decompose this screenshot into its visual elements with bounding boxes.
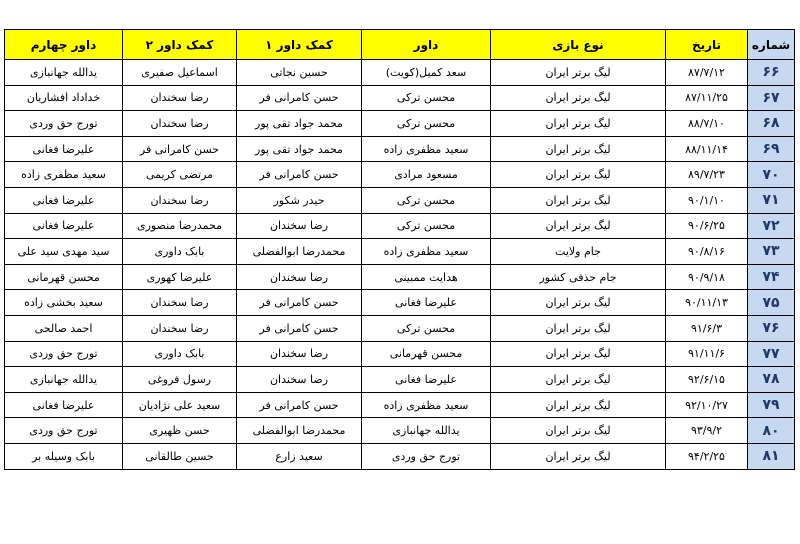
referee-table-sheet xyxy=(4,29,794,470)
cell-assistant-2: بابک داوری xyxy=(123,239,237,265)
cell-number: ۷۹ xyxy=(748,392,795,418)
cell-assistant-2: اسماعیل صفیری xyxy=(123,60,237,86)
cell-assistant-2: رضا سخندان xyxy=(123,85,237,111)
table-row xyxy=(5,418,795,444)
cell-date: ۹۰/۶/۲۵ xyxy=(666,213,748,239)
cell-number: ۶۸ xyxy=(748,111,795,137)
cell-referee: سعید مظفری زاده xyxy=(362,239,491,265)
cell-assistant-2: مرتضی کریمی xyxy=(123,162,237,188)
cell-date: ۸۹/۷/۲۳ xyxy=(666,162,748,188)
cell-assistant-1: حسن کامرانی فر xyxy=(237,315,362,341)
header-match-type: نوع بازی xyxy=(491,30,666,60)
cell-referee: مسعود مرادی xyxy=(362,162,491,188)
cell-match-type: لیگ برتر ایران xyxy=(491,85,666,111)
cell-assistant-2: حسن کامرانی فر xyxy=(123,136,237,162)
cell-assistant-1: محمدرضا ابوالفضلی xyxy=(237,418,362,444)
cell-assistant-1: حسن کامرانی فر xyxy=(237,85,362,111)
cell-assistant-2: رضا سخندان xyxy=(123,111,237,137)
cell-fourth-official: یدالله جهانبازی xyxy=(5,60,123,86)
cell-fourth-official: احمد صالحی xyxy=(5,315,123,341)
table-row xyxy=(5,162,795,188)
cell-match-type: لیگ برتر ایران xyxy=(491,392,666,418)
cell-fourth-official: علیرضا فغانی xyxy=(5,392,123,418)
cell-assistant-2: محمدرضا منصوری xyxy=(123,213,237,239)
cell-referee: محسن ترکی xyxy=(362,315,491,341)
cell-fourth-official: بابک وسیله بر xyxy=(5,443,123,469)
table-row xyxy=(5,367,795,393)
cell-match-type: جام حذفی کشور xyxy=(491,264,666,290)
cell-assistant-1: رضا سخندان xyxy=(237,213,362,239)
table-row xyxy=(5,341,795,367)
cell-match-type: لیگ برتر ایران xyxy=(491,290,666,316)
cell-match-type: لیگ برتر ایران xyxy=(491,111,666,137)
cell-referee: هدایت ممبینی xyxy=(362,264,491,290)
cell-date: ۹۰/۱۱/۱۳ xyxy=(666,290,748,316)
cell-fourth-official: تورج حق وردی xyxy=(5,111,123,137)
cell-number: ۸۱ xyxy=(748,443,795,469)
cell-match-type: لیگ برتر ایران xyxy=(491,443,666,469)
header-assistant-1: کمک داور ۱ xyxy=(237,30,362,60)
cell-referee: محسن ترکی xyxy=(362,111,491,137)
cell-assistant-2: سعید علی نژادیان xyxy=(123,392,237,418)
cell-fourth-official: تورج حق وردی xyxy=(5,341,123,367)
cell-number: ۷۰ xyxy=(748,162,795,188)
cell-date: ۹۰/۱/۱۰ xyxy=(666,187,748,213)
cell-referee: سعد کمیل(کویت) xyxy=(362,60,491,86)
cell-date: ۹۲/۱۰/۲۷ xyxy=(666,392,748,418)
cell-number: ۷۵ xyxy=(748,290,795,316)
cell-match-type: لیگ برتر ایران xyxy=(491,162,666,188)
cell-number: ۷۷ xyxy=(748,341,795,367)
table-row xyxy=(5,85,795,111)
cell-fourth-official: تورج حق وردی xyxy=(5,418,123,444)
cell-match-type: لیگ برتر ایران xyxy=(491,60,666,86)
cell-assistant-2: حسین طالقانی xyxy=(123,443,237,469)
table-row xyxy=(5,264,795,290)
referee-assignments-table xyxy=(4,29,795,470)
cell-match-type: لیگ برتر ایران xyxy=(491,213,666,239)
cell-date: ۹۱/۶/۳ xyxy=(666,315,748,341)
cell-assistant-1: رضا سخندان xyxy=(237,367,362,393)
cell-assistant-1: حسن کامرانی فر xyxy=(237,162,362,188)
cell-assistant-2: رسول فروغی xyxy=(123,367,237,393)
cell-assistant-1: حسن کامرانی فر xyxy=(237,290,362,316)
cell-fourth-official: علیرضا فغانی xyxy=(5,213,123,239)
cell-referee: تورج حق وردی xyxy=(362,443,491,469)
table-row xyxy=(5,111,795,137)
cell-referee: محسن ترکی xyxy=(362,213,491,239)
cell-number: ۷۶ xyxy=(748,315,795,341)
cell-fourth-official: یدالله جهانبازی xyxy=(5,367,123,393)
cell-assistant-2: رضا سخندان xyxy=(123,187,237,213)
cell-assistant-2: حسن ظهیری xyxy=(123,418,237,444)
cell-referee: محسن ترکی xyxy=(362,187,491,213)
cell-referee: محسن ترکی xyxy=(362,85,491,111)
cell-referee: علیرضا فغانی xyxy=(362,367,491,393)
cell-date: ۸۸/۷/۱۰ xyxy=(666,111,748,137)
cell-assistant-1: رضا سخندان xyxy=(237,341,362,367)
cell-assistant-1: حسین نجاتی xyxy=(237,60,362,86)
cell-number: ۷۱ xyxy=(748,187,795,213)
cell-match-type: جام ولایت xyxy=(491,239,666,265)
cell-assistant-1: حیدر شکور xyxy=(237,187,362,213)
cell-fourth-official: علیرضا فغانی xyxy=(5,187,123,213)
cell-fourth-official: سید مهدی سید علی xyxy=(5,239,123,265)
cell-number: ۸۰ xyxy=(748,418,795,444)
cell-referee: یدالله جهانبازی xyxy=(362,418,491,444)
cell-fourth-official: سعید مظفری زاده xyxy=(5,162,123,188)
table-row xyxy=(5,443,795,469)
cell-number: ۶۷ xyxy=(748,85,795,111)
header-referee: داور xyxy=(362,30,491,60)
cell-assistant-2: علیرضا کهوری xyxy=(123,264,237,290)
cell-assistant-1: محمد جواد تقی پور xyxy=(237,136,362,162)
cell-assistant-1: محمد جواد تقی پور xyxy=(237,111,362,137)
cell-date: ۸۷/۷/۱۲ xyxy=(666,60,748,86)
cell-match-type: لیگ برتر ایران xyxy=(491,315,666,341)
table-row xyxy=(5,60,795,86)
table-row xyxy=(5,239,795,265)
cell-date: ۹۱/۱۱/۶ xyxy=(666,341,748,367)
cell-assistant-2: رضا سخندان xyxy=(123,315,237,341)
cell-assistant-2: بابک داوری xyxy=(123,341,237,367)
header-fourth-official: داور چهارم xyxy=(5,30,123,60)
table-row xyxy=(5,187,795,213)
header-number: شماره xyxy=(748,30,795,60)
cell-match-type: لیگ برتر ایران xyxy=(491,187,666,213)
table-header-row xyxy=(5,30,795,60)
cell-referee: سعید مظفری زاده xyxy=(362,136,491,162)
cell-date: ۹۳/۹/۲ xyxy=(666,418,748,444)
cell-assistant-1: محمدرضا ابوالفضلی xyxy=(237,239,362,265)
cell-date: ۸۷/۱۱/۲۵ xyxy=(666,85,748,111)
cell-fourth-official: خداداد افشاریان xyxy=(5,85,123,111)
cell-fourth-official: سعید بخشی زاده xyxy=(5,290,123,316)
table-row xyxy=(5,290,795,316)
cell-date: ۹۲/۶/۱۵ xyxy=(666,367,748,393)
cell-number: ۷۸ xyxy=(748,367,795,393)
cell-number: ۶۶ xyxy=(748,60,795,86)
cell-number: ۷۴ xyxy=(748,264,795,290)
table-row xyxy=(5,136,795,162)
cell-number: ۷۲ xyxy=(748,213,795,239)
table-row xyxy=(5,213,795,239)
cell-assistant-1: سعید زارع xyxy=(237,443,362,469)
cell-fourth-official: محسن قهرمانی xyxy=(5,264,123,290)
cell-referee: سعید مظفری زاده xyxy=(362,392,491,418)
cell-match-type: لیگ برتر ایران xyxy=(491,418,666,444)
cell-referee: محسن قهرمانی xyxy=(362,341,491,367)
cell-match-type: لیگ برتر ایران xyxy=(491,341,666,367)
cell-match-type: لیگ برتر ایران xyxy=(491,367,666,393)
cell-date: ۹۰/۸/۱۶ xyxy=(666,239,748,265)
cell-date: ۹۰/۹/۱۸ xyxy=(666,264,748,290)
cell-number: ۶۹ xyxy=(748,136,795,162)
cell-assistant-2: رضا سخندان xyxy=(123,290,237,316)
cell-match-type: لیگ برتر ایران xyxy=(491,136,666,162)
cell-assistant-1: حسن کامرانی فر xyxy=(237,392,362,418)
header-assistant-2: کمک داور ۲ xyxy=(123,30,237,60)
cell-referee: علیرضا فغانی xyxy=(362,290,491,316)
cell-number: ۷۳ xyxy=(748,239,795,265)
header-date: تاریخ xyxy=(666,30,748,60)
cell-assistant-1: رضا سخندان xyxy=(237,264,362,290)
cell-date: ۸۸/۱۱/۱۴ xyxy=(666,136,748,162)
table-row xyxy=(5,315,795,341)
table-row xyxy=(5,392,795,418)
cell-fourth-official: علیرضا فغانی xyxy=(5,136,123,162)
cell-date: ۹۴/۲/۲۵ xyxy=(666,443,748,469)
